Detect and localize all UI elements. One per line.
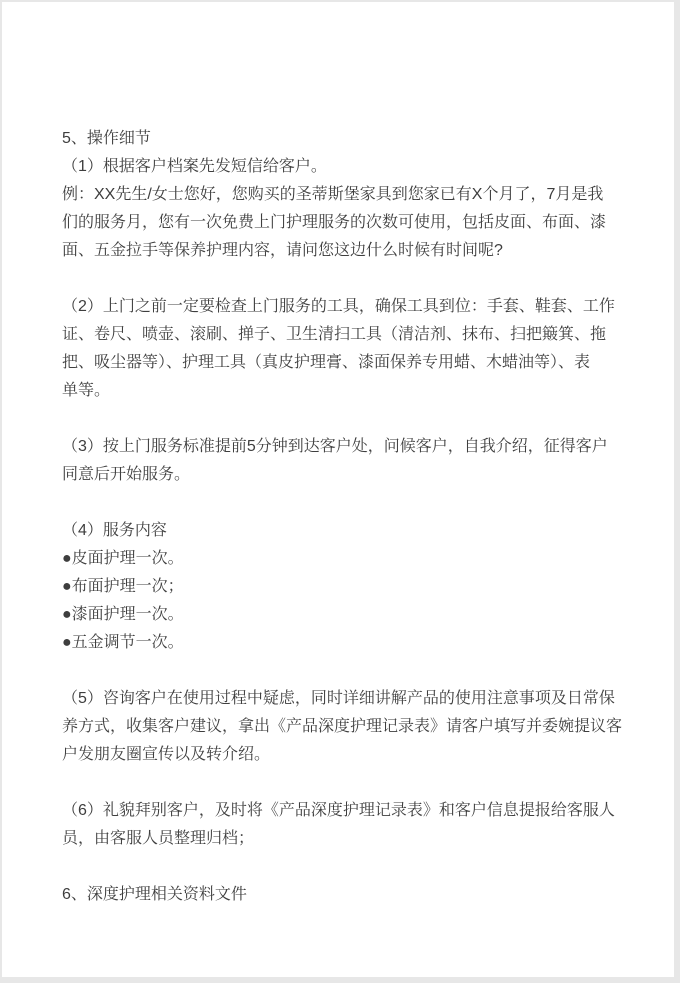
service-list-item <box>62 545 628 573</box>
service-list-item <box>62 629 628 657</box>
item-4-block <box>62 517 628 657</box>
item-6-line: 员，由客服人员整理归档； <box>62 830 255 847</box>
sms-example-line: 们的服务月，您有一次免费上门护理服务的次数可使用，包括皮面、布面、漆 <box>62 214 607 231</box>
section-5-heading: 5、操作细节 <box>62 130 151 147</box>
item-5-line: （5）咨询客户在使用过程中疑虑，同时详细讲解产品的使用注意事项及日常保 <box>62 690 615 707</box>
item-2-line: 把、吸尘器等）、护理工具（真皮护理膏、漆面保养专用蜡、木蜡油等）、表 <box>62 354 591 371</box>
bullet-icon: ● <box>62 550 72 567</box>
bullet-icon: ● <box>62 606 72 623</box>
document-page <box>2 2 674 977</box>
service-list-item <box>62 573 628 601</box>
item-3-line: 同意后开始服务。 <box>62 466 191 483</box>
item-2-block <box>62 293 628 405</box>
item-4-heading: （4）服务内容 <box>62 522 167 539</box>
item-2-line: 证、卷尺、喷壶、滚刷、掸子、卫生清扫工具（清洁剂、抹布、扫把簸箕、拖 <box>62 326 607 343</box>
document-content <box>62 125 628 909</box>
item-6-block <box>62 797 628 853</box>
section-5-block <box>62 125 628 265</box>
item-3-line: （3）按上门服务标准提前5分钟到达客户处，问候客户，自我介绍，征得客户 <box>62 438 608 455</box>
section-6-heading: 6、深度护理相关资料文件 <box>62 886 247 903</box>
service-list-item <box>62 601 628 629</box>
section-6-block <box>62 881 628 909</box>
item-5-block <box>62 685 628 769</box>
service-list-item-label: 皮面护理一次。 <box>71 550 184 567</box>
item-6-line: （6）礼貌拜别客户，及时将《产品深度护理记录表》和客户信息提报给客服人 <box>62 802 615 819</box>
service-list-item-label: 布面护理一次； <box>71 578 184 595</box>
service-list-item-label: 五金调节一次。 <box>71 634 184 651</box>
item-5-line: 养方式，收集客户建议，拿出《产品深度护理记录表》请客户填写并委婉提议客 <box>62 718 623 735</box>
item-1-text: （1）根据客户档案先发短信给客户。 <box>62 158 327 175</box>
item-3-block <box>62 433 628 489</box>
service-list-item-label: 漆面护理一次。 <box>71 606 184 623</box>
bullet-icon: ● <box>62 578 72 595</box>
sms-example-line: 面、五金拉手等保养护理内容，请问您这边什么时候有时间呢? <box>62 242 503 259</box>
item-2-line: 单等。 <box>62 382 111 399</box>
item-5-line: 户发朋友圈宣传以及转介绍。 <box>62 746 271 763</box>
item-2-line: （2）上门之前一定要检查上门服务的工具，确保工具到位：手套、鞋套、工作 <box>62 298 615 315</box>
bullet-icon: ● <box>62 634 72 651</box>
sms-example-line: 例：XX先生/女士您好，您购买的圣蒂斯堡家具到您家已有X个月了，7月是我 <box>62 186 604 203</box>
